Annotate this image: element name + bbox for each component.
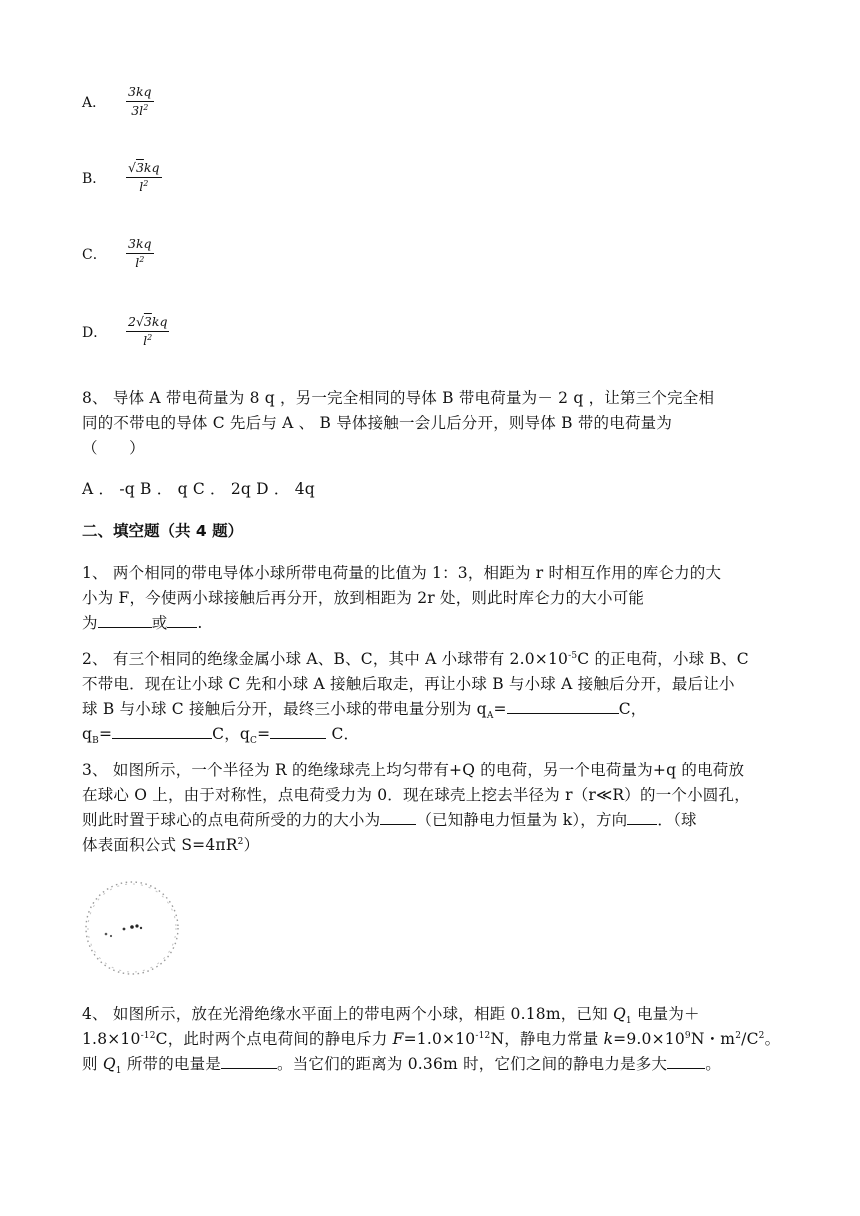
answer-blank-direction[interactable] [627, 808, 657, 825]
center-charge-dot [140, 927, 142, 929]
subscript: A [486, 711, 494, 722]
center-charge-dot [123, 928, 126, 931]
question-text-line: 1、 两个相同的带电导体小球所带电荷量的比值为 1：3，相距为 r 时相互作用的库仑力的大 [82, 564, 722, 582]
question-8 [82, 386, 782, 461]
exponent: 2 [758, 1030, 765, 1041]
fraction [126, 162, 162, 193]
variable: k [603, 1030, 614, 1048]
denominator: l [139, 178, 144, 194]
text: ） [243, 836, 260, 854]
answer-blank-charge[interactable] [221, 1052, 277, 1069]
text: 。当它们的距离为 0.36m 时，它们之间的静电力是多大 [277, 1055, 668, 1073]
exponent: 2 [143, 178, 149, 188]
center-charge-dot [135, 924, 138, 927]
text: C， [618, 700, 647, 718]
section-title: 二、填空题（共 4 题） [82, 522, 244, 540]
sqrt-sign: √ [135, 314, 144, 329]
text: ．（球 [657, 811, 697, 829]
text: . [197, 614, 203, 632]
denominator: l [143, 332, 148, 348]
option-letter: A． [82, 94, 107, 111]
question-text-line [82, 1027, 782, 1052]
text: 所带的电量是 [121, 1055, 222, 1073]
question-text-line: 同的不带电的导体 C 先后与 A 、 B 导体接触一会儿后分开，则导体 B 带的电荷量为 [82, 414, 673, 432]
question-text-line [82, 647, 782, 672]
option-c [82, 238, 154, 269]
center-charge-dot [130, 925, 134, 929]
answer-blank[interactable] [167, 611, 197, 628]
figure-dot [105, 933, 108, 936]
answer-bracket: （ ） [82, 439, 145, 457]
question-text-line: 在球心 O 上，由于对称性，点电荷受力为 0．现在球壳上挖去半径为 r（r≪R）的一个小圆孔， [82, 786, 750, 804]
text: 为 [82, 614, 98, 632]
option-letter: B． [82, 170, 107, 187]
text: /C [741, 1030, 759, 1048]
sphere-shell-figure [80, 876, 186, 982]
answer-blank-qc[interactable] [270, 722, 326, 739]
variable: Q [102, 1055, 116, 1073]
text: q [82, 725, 93, 743]
question-text-line [82, 808, 782, 833]
coefficient: 3 [128, 236, 136, 251]
question-text-line: 不带电．现在让小球 C 先和小球 A 接触后取走，再让小球 B 与小球 A 接触后分开，最后让小 [82, 675, 735, 693]
subscript: B [92, 736, 99, 747]
figure-dot [110, 935, 112, 937]
text: 则此时置于球心的点电荷所受的力的大小为 [82, 811, 381, 829]
text: N，静电力常量 [490, 1030, 604, 1048]
text: =1.0×10 [403, 1030, 476, 1048]
question-text-line [82, 611, 782, 636]
option-b [82, 162, 162, 193]
denominator: 3l [131, 102, 144, 118]
text: = [257, 725, 271, 743]
text: 1.8×10 [82, 1030, 141, 1048]
text: 或 [151, 614, 168, 632]
answer-blank-qb[interactable] [112, 722, 212, 739]
numerator-var: kq [151, 314, 168, 329]
exponent: 2 [147, 332, 153, 342]
fill-question-2 [82, 647, 782, 747]
text: （已知静电力恒量为 k），方向 [416, 811, 628, 829]
coefficient: 2 [128, 314, 136, 329]
exponent: -5 [568, 650, 578, 661]
text: 。 [705, 1055, 721, 1073]
subscript: C [250, 736, 258, 747]
answer-blank[interactable] [98, 611, 152, 628]
answer-blank-force[interactable] [380, 808, 416, 825]
text: 球 B 与小球 C 接触后分开，最终三小球的带电量分别为 q [82, 700, 487, 718]
question-text-line [82, 1002, 782, 1027]
exponent: 9 [684, 1030, 691, 1041]
exponent: 2 [143, 102, 149, 112]
exponent: 2 [735, 1030, 742, 1041]
answer-blank-force[interactable] [667, 1052, 705, 1069]
sqrt-value: 3 [135, 160, 144, 175]
option-d [82, 316, 169, 347]
text: 2、 有三个相同的绝缘金属小球 A、B、C，其中 A 小球带有 2.0×10 [82, 650, 569, 668]
question-text-line [82, 1052, 782, 1077]
option-letter: C． [82, 246, 107, 263]
subscript: 1 [625, 1016, 632, 1027]
question-text-line [82, 833, 782, 858]
text: 。 [764, 1030, 781, 1048]
exponent: 2 [237, 836, 244, 847]
fraction [126, 238, 154, 269]
sqrt-sign: √ [128, 160, 136, 175]
text: =9.0×10 [613, 1030, 685, 1048]
text: 则 [82, 1055, 103, 1073]
option-letter: D． [82, 324, 108, 341]
text: C，此时两个点电荷间的静电斥力 [155, 1030, 393, 1048]
exponent: -12 [475, 1030, 491, 1041]
question-text-line: 8、 导体 A 带电荷量为 8 q ，另一完全相同的导体 B 带电荷量为－ 2 q ，让第三个完全相 [82, 389, 715, 407]
exponent: 2 [139, 254, 145, 264]
denominator: l [135, 254, 140, 270]
text: N・m [690, 1030, 736, 1048]
fraction [126, 86, 154, 117]
option-a [82, 86, 154, 117]
text: 4、 如图所示，放在光滑绝缘水平面上的带电两个小球，相距 0.18m，已知 [82, 1005, 613, 1023]
text: 体表面积公式 S=4πR [82, 836, 238, 854]
numerator-var: kq [135, 236, 152, 251]
numerator-var: kq [135, 84, 152, 99]
sqrt-value: 3 [143, 314, 152, 329]
variable: Q [612, 1005, 626, 1023]
question-text-line [82, 722, 782, 747]
text: C． [326, 725, 360, 743]
question-text-line: 小为 F，今使两小球接触后再分开，放到相距为 2r 处，则此时库仑力的大小可能 [82, 589, 645, 607]
text: C 的正电荷，小球 B、C [577, 650, 749, 668]
question-8-options: A ． -q B ． q C ． 2q D ． 4q [82, 480, 315, 498]
text: = [493, 700, 507, 718]
fill-question-4 [82, 1002, 782, 1077]
text: C，q [212, 725, 251, 743]
fill-question-1 [82, 561, 782, 636]
fill-question-3 [82, 758, 782, 858]
text: 电量为＋ [631, 1005, 700, 1023]
numerator-var: kq [143, 160, 160, 175]
text: = [98, 725, 113, 743]
fraction [126, 316, 169, 347]
coefficient: 3 [128, 84, 136, 99]
variable: F [392, 1030, 404, 1048]
subscript: 1 [115, 1066, 122, 1077]
question-text-line [82, 697, 782, 722]
answer-blank-qa[interactable] [507, 697, 619, 714]
question-text-line: 3、 如图所示，一个半径为 R 的绝缘球壳上均匀带有+Q 的电荷，另一个电荷量为+q 的电荷放 [82, 761, 745, 779]
exponent: -12 [140, 1030, 156, 1041]
